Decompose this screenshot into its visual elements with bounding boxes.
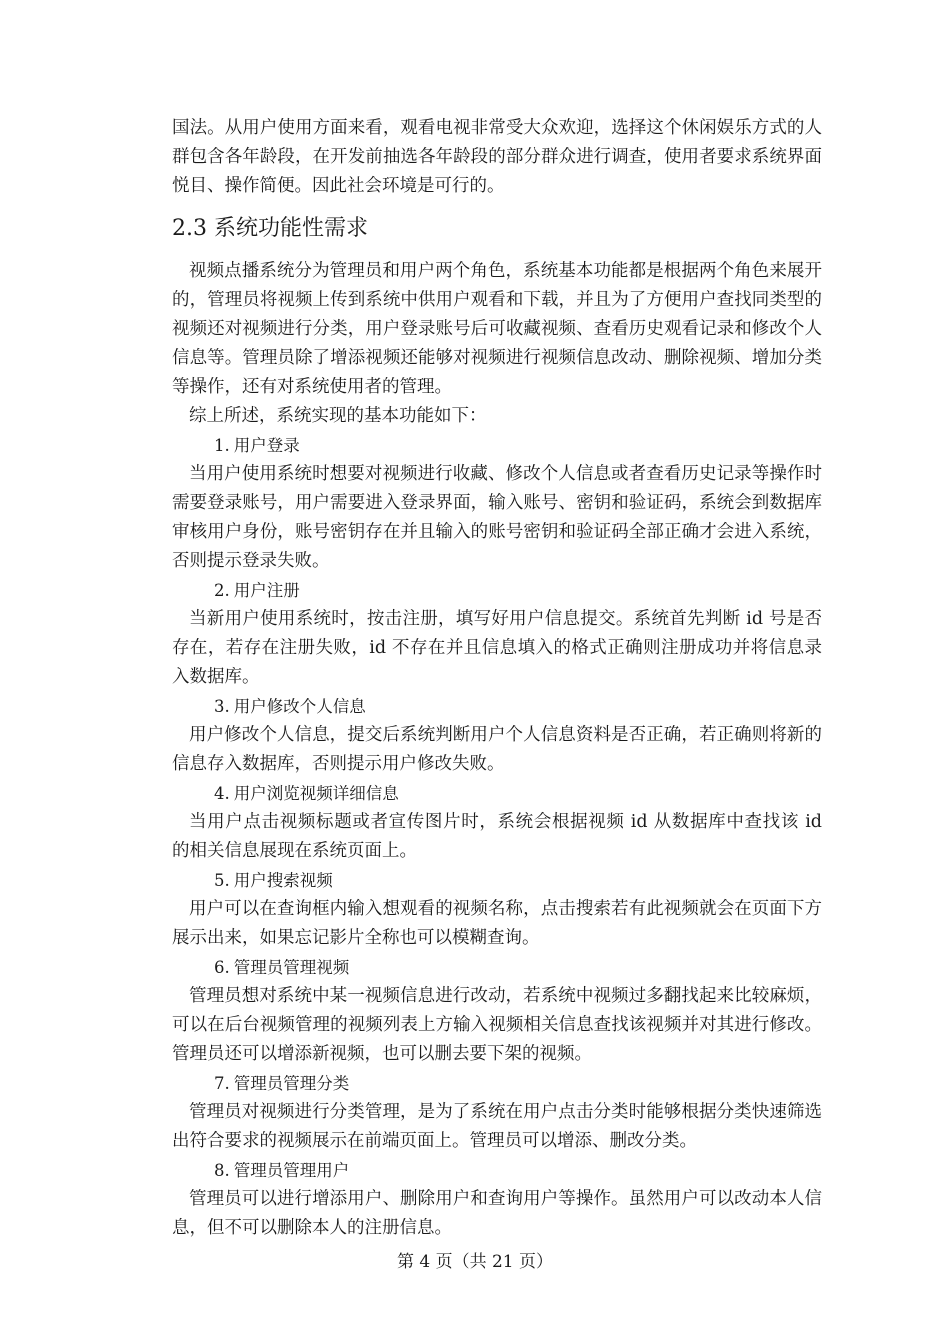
function-item-2 — [172, 576, 822, 692]
function-item-body: 当用户使用系统时想要对视频进行收藏、修改个人信息或者查看历史记录等操作时需要登录账号，用户需要进入登录界面，输入账号、密钥和验证码，系统会到数据库审核用户身份，账号密钥存在并且输入的账号密钥和验证码全部正确才会进入系统，否则提示登录失败。 — [172, 464, 822, 571]
function-item-3 — [172, 692, 822, 779]
intro-paragraph: 国法。从用户使用方面来看，观看电视非常受大众欢迎，选择这个休闲娱乐方式的人群包含各年龄段，在开发前抽选各年龄段的部分群众进行调查，使用者要求系统界面悦目、操作简便。因此社会环境是可行的。 — [172, 118, 822, 196]
section-number: 2.3 — [172, 216, 207, 241]
function-item-body: 管理员可以进行增添用户、删除用户和查询用户等操作。虽然用户可以改动本人信息，但不可以删除本人的注册信息。 — [172, 1189, 822, 1238]
function-item-heading: 3. 用户修改个人信息 — [214, 697, 366, 716]
function-item-heading: 5. 用户搜索视频 — [214, 871, 333, 890]
function-item-6 — [172, 953, 822, 1069]
function-item-body: 用户可以在查询框内输入想观看的视频名称，点击搜索若有此视频就会在页面下方展示出来，如果忘记影片全称也可以模糊查询。 — [172, 899, 822, 948]
function-item-body: 管理员想对系统中某一视频信息进行改动，若系统中视频过多翻找起来比较麻烦，可以在后台视频管理的视频列表上方输入视频相关信息查找该视频并对其进行修改。管理员还可以增添新视频，也可以删去要下架的视频。 — [172, 986, 822, 1064]
function-item-8 — [172, 1156, 822, 1243]
document-page — [172, 114, 822, 1243]
function-item-5 — [172, 866, 822, 953]
function-item-7 — [172, 1069, 822, 1156]
function-item-1 — [172, 431, 822, 576]
function-item-heading: 6. 管理员管理视频 — [214, 958, 350, 977]
function-item-body: 用户修改个人信息，提交后系统判断用户个人信息资料是否正确，若正确则将新的信息存入数据库，否则提示用户修改失败。 — [172, 725, 822, 774]
function-item-4 — [172, 779, 822, 866]
section-title: 系统功能性需求 — [214, 216, 369, 241]
function-list — [172, 431, 822, 1243]
section-heading — [172, 214, 822, 244]
function-item-heading: 1. 用户登录 — [214, 436, 300, 455]
function-item-body: 管理员对视频进行分类管理，是为了系统在用户点击分类时能够根据分类快速筛选出符合要求的视频展示在前端页面上。管理员可以增添、删改分类。 — [172, 1102, 822, 1151]
function-item-heading: 4. 用户浏览视频详细信息 — [214, 784, 399, 803]
summary-paragraph: 综上所述，系统实现的基本功能如下： — [189, 406, 487, 426]
function-item-heading: 2. 用户注册 — [214, 581, 300, 600]
function-item-heading: 7. 管理员管理分类 — [214, 1074, 350, 1093]
function-item-heading: 8. 管理员管理用户 — [214, 1161, 350, 1180]
overview-paragraph: 视频点播系统分为管理员和用户两个角色，系统基本功能都是根据两个角色来展开的，管理员将视频上传到系统中供用户观看和下载，并且为了方便用户查找同类型的视频还对视频进行分类，用户登录账号后可收藏视频、查看历史观看记录和修改个人信息等。管理员除了增添视频还能够对视频进行视频信息改动、删除视频、增加分类等操作，还有对系统使用者的管理。 — [172, 261, 822, 397]
page-footer: 第 4 页（共 21 页） — [396, 1252, 554, 1272]
function-item-body: 当新用户使用系统时，按击注册，填写好用户信息提交。系统首先判断 id 号是否存在，若存在注册失败，id 不存在并且信息填入的格式正确则注册成功并将信息录入数据库。 — [172, 609, 822, 687]
function-item-body: 当用户点击视频标题或者宣传图片时，系统会根据视频 id 从数据库中查找该 id 的相关信息展现在系统页面上。 — [172, 812, 822, 861]
